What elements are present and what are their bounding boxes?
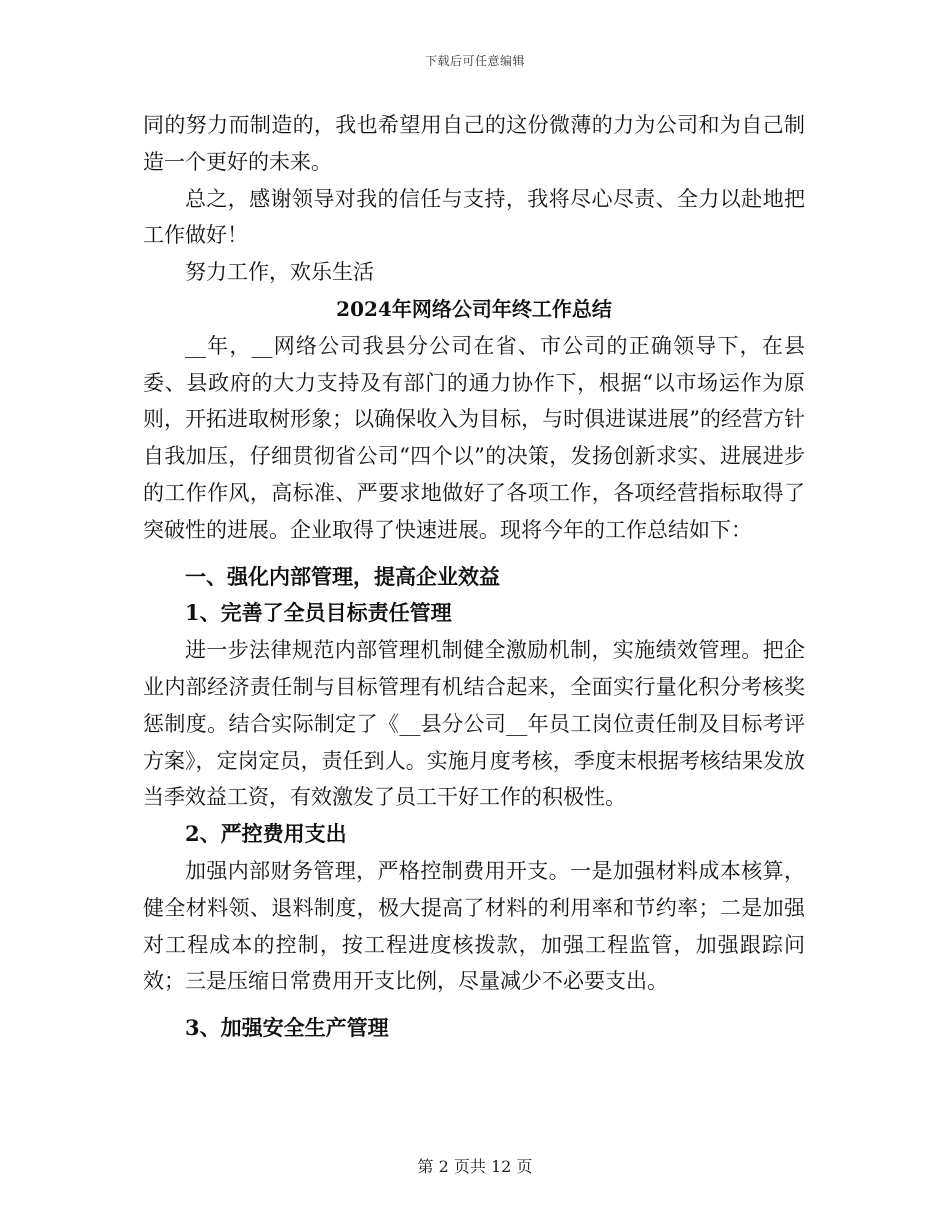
paragraph-subsection-2: 加强内部财务管理，严格控制费用开支。一是加强材料成本核算，健全材料领、退料制度，极大提高了材料的利用率和节约率；二是加强对工程成本的控制，按工程进度核拨款，加强工程监管，加强跟踪问效；三是压缩日常费用开支比例，尽量减少不必要支出。 xyxy=(143,858,805,994)
header-note: 下载后可任意编辑 xyxy=(424,54,525,68)
paragraph-motto: 努力工作，欢乐生活 xyxy=(185,260,374,285)
subsection-heading-2: 2、严控费用支出 xyxy=(185,821,347,847)
document-title: 2024年网络公司年终工作总结 xyxy=(336,296,612,321)
page-number: 第 2 页共 12 页 xyxy=(417,1157,533,1176)
paragraph-intro: __年，__网络公司我县分公司在省、市公司的正确领导下，在县委、县政府的大力支持及有部门的通力协作下，根据“以市场运作为原则，开拓进取树形象；以确保收入为目标，与时俱进谋进展”的经营方针自我加压，仔细贯彻省公司“四个以”的决策，发扬创新求实、进展进步的工作作风，高标准、严要求地做好了各项工作，各项经营指标取得了突破性的进展。企业取得了快速进展。现将今年的工作总结如下： xyxy=(143,333,805,542)
paragraph-subsection-1: 进一步法律规范内部管理机制健全激励机制，实施绩效管理。把企业内部经济责任制与目标管理有机结合起来，全面实行量化积分考核奖惩制度。结合实际制定了《__县分公司__年员工岗位责任制及目标考评方案》，定岗定员，责任到人。实施月度考核，季度末根据考核结果发放当季效益工资，有效激发了员工干好工作的积极性。 xyxy=(143,638,805,810)
subsection-heading-1: 1、完善了全员目标责任管理 xyxy=(185,600,452,626)
paragraph-continuation: 同的努力而制造的，我也希望用自己的这份微薄的力为公司和为自己制造一个更好的未来。 xyxy=(143,113,805,174)
section-heading-1: 一、强化内部管理，提高企业效益 xyxy=(185,563,500,589)
paragraph-summary: 总之，感谢领导对我的信任与支持，我将尽心尽责、全力以赴地把工作做好！ xyxy=(143,186,805,248)
document-body xyxy=(143,107,805,1047)
subsection-heading-3: 3、加强安全生产管理 xyxy=(185,1015,389,1041)
